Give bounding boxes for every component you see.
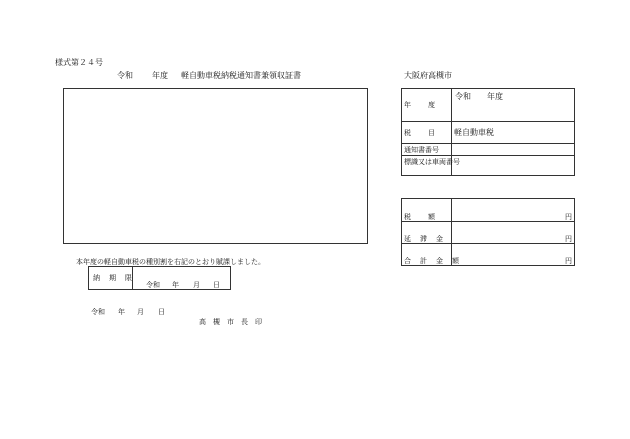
plate-label: 標識又は車両番号: [404, 158, 460, 166]
deadline-year: 年: [172, 281, 179, 289]
tax-amount-currency: 円: [565, 213, 572, 221]
notice-number-label: 通知書番号: [404, 146, 439, 154]
title-era: 令和: [117, 71, 133, 80]
total-label: 合 計 金 額: [404, 257, 460, 265]
issue-date-day: 日: [158, 308, 165, 316]
total-currency: 円: [565, 257, 572, 265]
year-label: 年 度: [404, 101, 436, 109]
info-table-row-line: [402, 121, 574, 122]
tax-amount-label: 税 額: [404, 213, 436, 221]
deadline-era: 令和: [146, 281, 160, 289]
year-suffix: 年度: [487, 92, 503, 101]
deadline-label: 納 期 限: [93, 274, 133, 282]
info-table-row-line: [402, 143, 574, 144]
assessment-notice: 本年度の軽自動車税の種別割を右記のとおり賦課しました。: [76, 258, 265, 266]
issuer-name: 大阪府高槻市: [404, 71, 452, 80]
info-table-row-line: [402, 155, 574, 156]
late-fee-currency: 円: [565, 235, 572, 243]
issue-date-month: 月: [137, 308, 144, 316]
mayor-seal-signature: 高 槻 市 長 印: [199, 318, 262, 326]
address-box: [63, 88, 368, 244]
issue-date-era: 令和: [91, 308, 105, 316]
deadline-month: 月: [193, 281, 200, 289]
late-fee-label: 延 滞 金: [404, 235, 444, 243]
title-year: 年度: [152, 71, 168, 80]
tax-value: 軽自動車税: [454, 128, 494, 137]
document-title: 軽自動車税納税通知書兼領収証書: [181, 71, 301, 80]
year-era: 令和: [455, 92, 471, 101]
issue-date-year: 年: [118, 308, 125, 316]
form-number: 様式第２４号: [55, 58, 103, 67]
deadline-day: 日: [213, 281, 220, 289]
tax-label: 税 目: [404, 129, 436, 137]
